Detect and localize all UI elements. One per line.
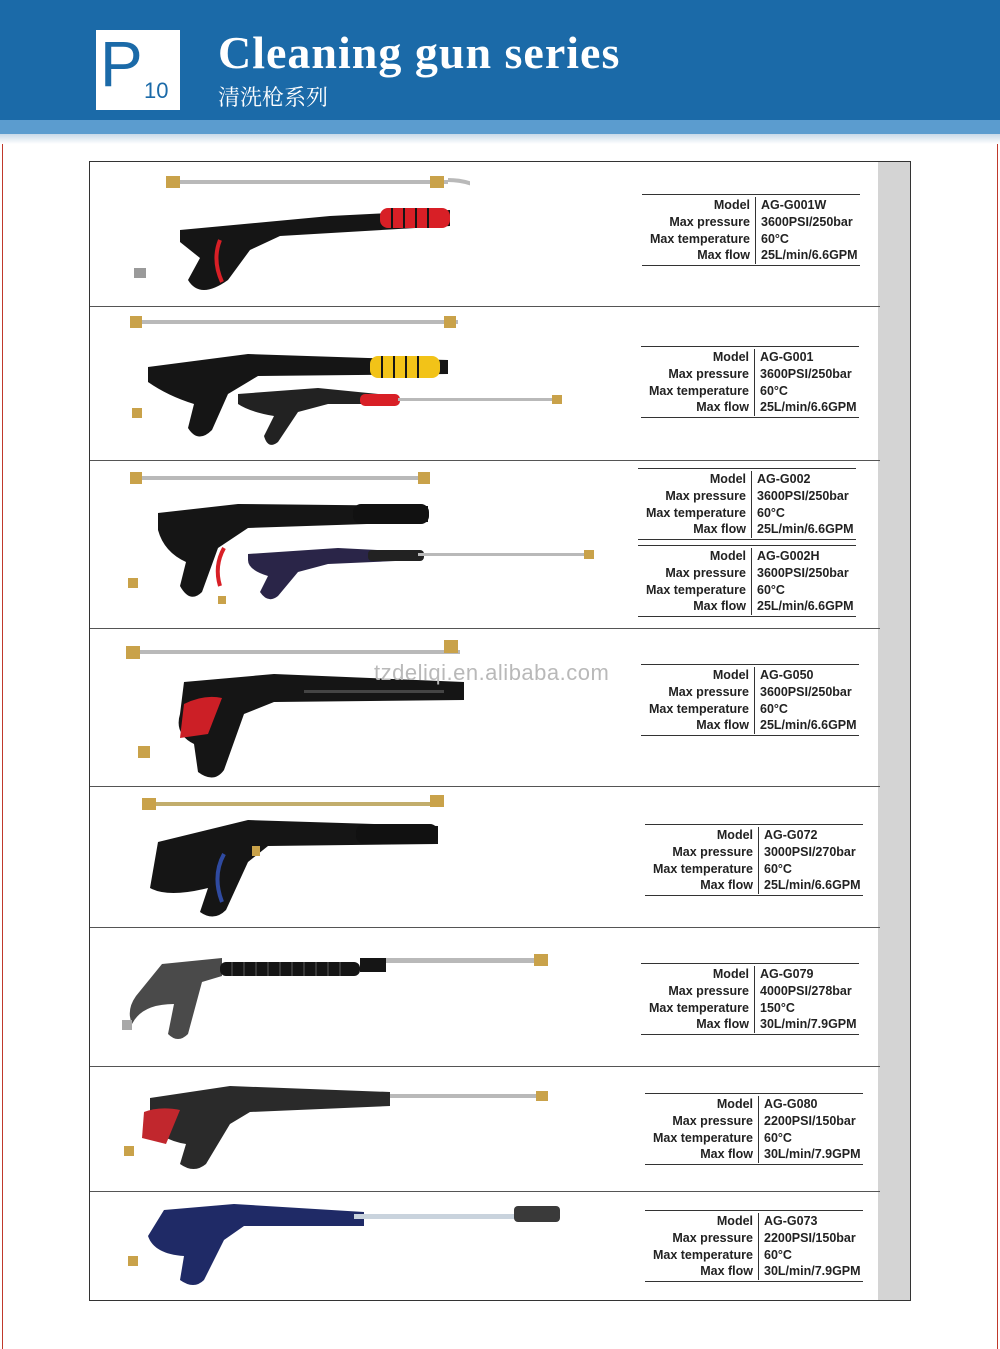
spec-temperature: 60°C [760, 383, 788, 398]
product-image-ag-g080 [120, 1078, 570, 1178]
row-divider [90, 1066, 880, 1067]
side-strip [878, 162, 910, 1300]
spec-table-ag-g072: Model AG-G072 Max pressure 3000PSI/270bar Max temperature 60°C Max flow 25L/min/6.6GPM [645, 824, 863, 896]
product-image-ag-g079 [122, 944, 562, 1054]
page-border-right [997, 0, 998, 1349]
page-number: 10 [144, 78, 169, 103]
spec-flow: 25L/min/6.6GPM [764, 878, 861, 893]
product-image-ag-g002 [128, 468, 608, 618]
spec-pressure: 3600PSI/250bar [757, 488, 849, 503]
page-number-box [96, 30, 180, 110]
spec-model: AG-G002 [757, 472, 811, 486]
spec-flow: 30L/min/7.9GPM [764, 1147, 861, 1162]
spec-temperature: 60°C [757, 505, 785, 520]
spec-temperature: 150°C [760, 1000, 795, 1015]
spec-model: AG-G072 [764, 828, 818, 842]
spec-flow: 30L/min/7.9GPM [760, 1017, 857, 1032]
spec-temperature: 60°C [760, 701, 788, 716]
product-image-ag-g050 [124, 634, 474, 784]
page-letter: P [100, 28, 143, 100]
row-divider [90, 786, 880, 787]
spec-model: AG-G001W [761, 198, 827, 212]
spec-flow: 25L/min/6.6GPM [761, 248, 858, 263]
page-header [0, 0, 1000, 148]
spec-model: AG-G080 [764, 1097, 818, 1111]
spec-table-ag-g073: Model AG-G073 Max pressure 2200PSI/150bar Max temperature 60°C Max flow 30L/min/7.9GPM [645, 1210, 863, 1282]
row-divider [90, 927, 880, 928]
spec-table-ag-g001: Model AG-G001 Max pressure 3600PSI/250bar Max temperature 60°C Max flow 25L/min/6.6GPM [641, 346, 859, 418]
spec-table-ag-g001w: Model AG-G001W Max pressure 3600PSI/250bar Max temperature 60°C Max flow 25L/min/6.6GPM [642, 194, 860, 266]
watermark: tzdeliqi.en.alibaba.com [374, 660, 610, 685]
spec-table-ag-g002h: Model AG-G002H Max pressure 3600PSI/250bar Max temperature 60°C Max flow 25L/min/6.6GPM [638, 545, 856, 617]
spec-pressure: 2200PSI/150bar [764, 1113, 856, 1128]
row-divider [90, 306, 880, 307]
header-stripe [0, 120, 1000, 134]
spec-model: AG-G001 [760, 350, 814, 364]
spec-temperature: 60°C [764, 1130, 792, 1145]
product-image-ag-g073 [124, 1196, 574, 1296]
spec-flow: 25L/min/6.6GPM [760, 400, 857, 415]
product-image-ag-g072 [138, 792, 488, 920]
product-image-ag-g001w [130, 170, 470, 298]
spec-temperature: 60°C [764, 861, 792, 876]
spec-pressure: 3600PSI/250bar [761, 214, 853, 229]
spec-table-ag-g002: Model AG-G002 Max pressure 3600PSI/250bar Max temperature 60°C Max flow 25L/min/6.6GPM [638, 468, 856, 540]
page-border-left [2, 0, 3, 1349]
spec-model: AG-G002H [757, 549, 820, 563]
spec-model: AG-G050 [760, 668, 814, 682]
spec-pressure: 3600PSI/250bar [760, 684, 852, 699]
spec-temperature: 60°C [761, 231, 789, 246]
product-image-ag-g001 [128, 312, 578, 452]
spec-table-ag-g079: Model AG-G079 Max pressure 4000PSI/278bar Max temperature 150°C Max flow 30L/min/7.9GPM [641, 963, 859, 1035]
spec-flow: 25L/min/6.6GPM [757, 522, 854, 537]
spec-pressure: 2200PSI/150bar [764, 1230, 856, 1245]
row-divider [90, 1191, 880, 1192]
spec-temperature: 60°C [764, 1247, 792, 1262]
spec-flow: 25L/min/6.6GPM [757, 599, 854, 614]
spec-temperature: 60°C [757, 582, 785, 597]
spec-pressure: 3600PSI/250bar [757, 565, 849, 580]
spec-table-ag-g050: Model AG-G050 Max pressure 3600PSI/250bar Max temperature 60°C Max flow 25L/min/6.6GPM [641, 664, 859, 736]
spec-pressure: 3600PSI/250bar [760, 366, 852, 381]
spec-pressure: 3000PSI/270bar [764, 844, 856, 859]
spec-pressure: 4000PSI/278bar [760, 983, 852, 998]
spec-table-ag-g080: Model AG-G080 Max pressure 2200PSI/150bar Max temperature 60°C Max flow 30L/min/7.9GPM [645, 1093, 863, 1165]
page-title: Cleaning gun series [218, 27, 621, 78]
page-subtitle: 清洗枪系列 [218, 86, 329, 111]
row-divider [90, 460, 880, 461]
spec-flow: 30L/min/7.9GPM [764, 1264, 861, 1279]
spec-model: AG-G073 [764, 1214, 818, 1228]
spec-model: AG-G079 [760, 967, 814, 981]
row-divider [90, 628, 880, 629]
spec-flow: 25L/min/6.6GPM [760, 718, 857, 733]
